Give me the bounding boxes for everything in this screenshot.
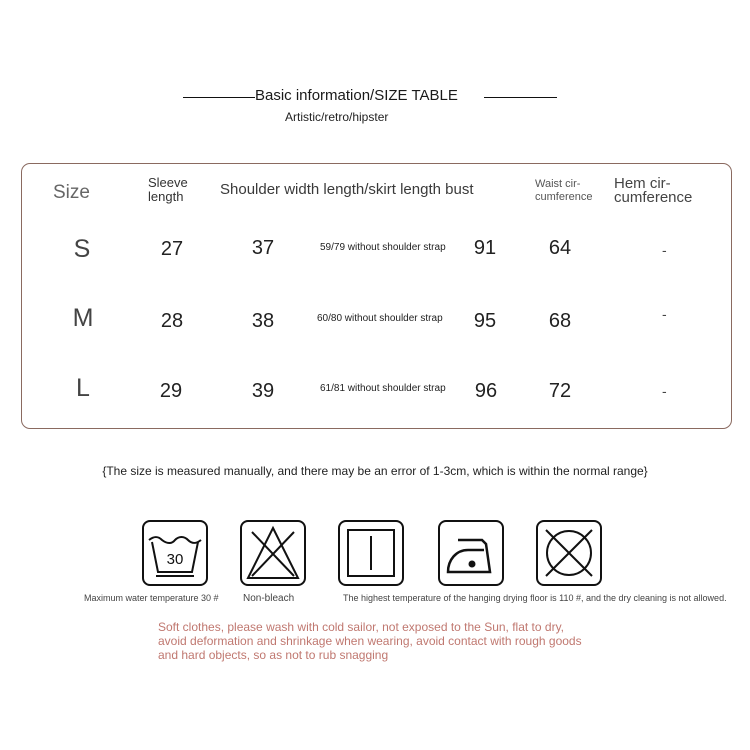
header-waist-line2: cumference bbox=[535, 191, 593, 203]
row-m-length: 60/80 without shoulder strap bbox=[317, 313, 443, 324]
row-m-shoulder: 38 bbox=[251, 310, 275, 332]
row-l-hem: - bbox=[662, 383, 667, 399]
hang-dry-icon bbox=[338, 520, 400, 582]
row-s-size: S bbox=[73, 235, 91, 263]
row-s-shoulder: 37 bbox=[251, 237, 275, 259]
row-s-bust: 91 bbox=[473, 237, 497, 259]
measurement-note: {The size is measured manually, and there may be an error of 1-3cm, which is within the normal range} bbox=[102, 464, 648, 478]
row-m-size: M bbox=[72, 304, 94, 332]
row-l-sleeve: 29 bbox=[159, 380, 183, 402]
header-hem-line1: Hem cir- bbox=[614, 175, 671, 192]
non-bleach-icon bbox=[240, 520, 302, 582]
row-s-length: 59/79 without shoulder strap bbox=[320, 242, 446, 253]
row-s-waist: 64 bbox=[548, 237, 572, 259]
row-m-waist: 68 bbox=[548, 310, 572, 332]
header-shoulder: Shoulder width length/skirt length bust bbox=[220, 181, 474, 198]
caption-water-temp: Maximum water temperature 30 # bbox=[84, 593, 219, 603]
care-instructions: Soft clothes, please wash with cold sailor, not exposed to the Sun, flat to dry, avoid deformation and shrinkage when wearing, avoid contact with rough goods and hard objects, so as not to rub snagging bbox=[158, 620, 582, 662]
no-dry-clean-icon bbox=[536, 520, 598, 582]
row-l-length: 61/81 without shoulder strap bbox=[320, 383, 446, 394]
header-size: Size bbox=[53, 182, 90, 203]
row-s-hem: - bbox=[662, 242, 667, 258]
title-rule-right bbox=[484, 97, 557, 98]
page-title: Basic information/SIZE TABLE bbox=[255, 87, 458, 104]
iron-icon bbox=[438, 520, 500, 582]
page-subtitle: Artistic/retro/hipster bbox=[285, 110, 389, 124]
header-waist-line1: Waist cir- bbox=[535, 178, 581, 190]
header-sleeve-line1: Sleeve bbox=[148, 175, 188, 190]
header-waist bbox=[535, 178, 592, 204]
caption-temperature: The highest temperature of the hanging drying floor is 110 #, and the dry cleaning is not allowed. bbox=[343, 593, 727, 603]
caption-non-bleach: Non-bleach bbox=[243, 593, 295, 604]
row-m-hem: - bbox=[662, 306, 667, 322]
row-l-shoulder: 39 bbox=[251, 380, 275, 402]
wash-30-icon bbox=[142, 520, 204, 582]
wash-temp-label: 30 bbox=[166, 551, 184, 568]
row-m-bust: 95 bbox=[473, 310, 497, 332]
header-sleeve bbox=[148, 176, 188, 204]
row-l-waist: 72 bbox=[548, 380, 572, 402]
row-l-size: L bbox=[76, 374, 90, 402]
title-rule-left bbox=[183, 97, 255, 98]
row-m-sleeve: 28 bbox=[160, 310, 184, 332]
row-l-bust: 96 bbox=[474, 380, 498, 402]
header-hem bbox=[614, 177, 692, 205]
header-sleeve-line2: length bbox=[148, 189, 184, 204]
header-hem-line2: cumference bbox=[614, 189, 693, 206]
row-s-sleeve: 27 bbox=[160, 238, 184, 260]
